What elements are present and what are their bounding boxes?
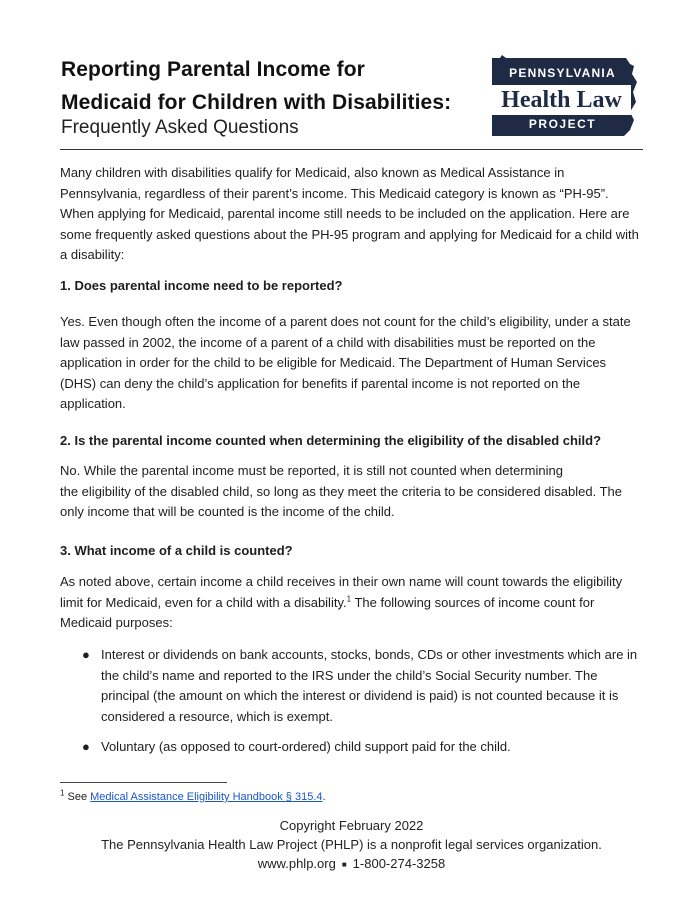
answer-1: Yes. Even though often the income of a parent does not count for the child’s eligibility, under a state law passed in 2002, the income of a parent of a child with disabilities must be reported on the application in order for the child to be eligible for Medicaid. The Department of Human Services (DHS) can deny the child’s application for benefits if parental income is not reported on the application. xyxy=(60,314,631,411)
footer xyxy=(60,816,643,874)
logo-line-1: PENNSYLVANIA xyxy=(509,66,616,80)
contact-line xyxy=(60,854,643,874)
footnote-ref: 1 xyxy=(346,594,352,604)
footnote-prefix: See xyxy=(64,791,91,803)
list-item-text: Interest or dividends on bank accounts, stocks, bonds, CDs or other investments which are in the child’s name and reported to the IRS under the child’s Social Security number. The principal (the amount on which the interest or dividend is paid) is not counted because it is considered a resource, which is exempt. xyxy=(101,647,638,724)
bullet-icon: ● xyxy=(82,739,90,754)
bullet-icon: ● xyxy=(82,647,90,662)
footnote xyxy=(60,789,326,805)
header-divider xyxy=(60,149,643,150)
page-title xyxy=(61,53,451,119)
question-1: 1. Does parental income need to be reported? xyxy=(60,278,343,293)
answer-2-line-1: No. While the parental income must be reported, it is still not counted when determining xyxy=(60,463,563,478)
page-subtitle: Frequently Asked Questions xyxy=(61,117,299,138)
logo-line-2: Health Law xyxy=(492,85,631,115)
logo-line-3: PROJECT xyxy=(528,117,597,131)
phlp-logo xyxy=(490,54,640,138)
org-description: The Pennsylvania Health Law Project (PHLP) is a nonprofit legal services organization. xyxy=(101,837,602,852)
title-line-1: Reporting Parental Income for xyxy=(61,58,365,81)
answer-2-rest: the eligibility of the disabled child, so long as they meet the criteria to be considered disabled. The only income that will be counted is the income of the child. xyxy=(60,483,622,519)
answer-3-text-cont: The following sources of income count for Medicaid purposes: xyxy=(60,594,595,630)
answer-2 xyxy=(60,461,643,523)
separator-icon: ■ xyxy=(341,860,347,870)
phone-number[interactable]: 1-800-274-3258 xyxy=(352,856,446,871)
handbook-link[interactable]: Medical Assistance Eligibility Handbook § 315.4 xyxy=(90,791,323,803)
website-link[interactable]: www.phlp.org xyxy=(257,856,336,871)
footnote-marker: 1 xyxy=(60,788,65,798)
intro-paragraph: Many children with disabilities qualify for Medicaid, also known as Medical Assistance in Pennsylvania, regardless of their parent’s income. This Medicaid category is known as “PH-95”. When applying for Medicaid, parental income still needs to be included on the application. Here are some frequently asked questions about the PH-95 program and applying for Medicaid for a child with a disability: xyxy=(60,165,639,262)
title-line-2: Medicaid for Children with Disabilities: xyxy=(61,91,452,114)
answer-3 xyxy=(60,572,643,634)
question-2: 2. Is the parental income counted when determining the eligibility of the disabled child? xyxy=(60,433,602,448)
copyright-text: Copyright February 2022 xyxy=(279,818,424,833)
footnote-suffix: . xyxy=(322,791,326,803)
answer-3-text: As noted above, certain income a child receives in their own name will count towards the eligibility limit for Medicaid, even for a child with a disability. xyxy=(60,574,623,610)
list-item-text: Voluntary (as opposed to court-ordered) child support paid for the child. xyxy=(101,739,511,754)
question-3: 3. What income of a child is counted? xyxy=(60,543,293,558)
footnote-divider xyxy=(60,782,227,783)
